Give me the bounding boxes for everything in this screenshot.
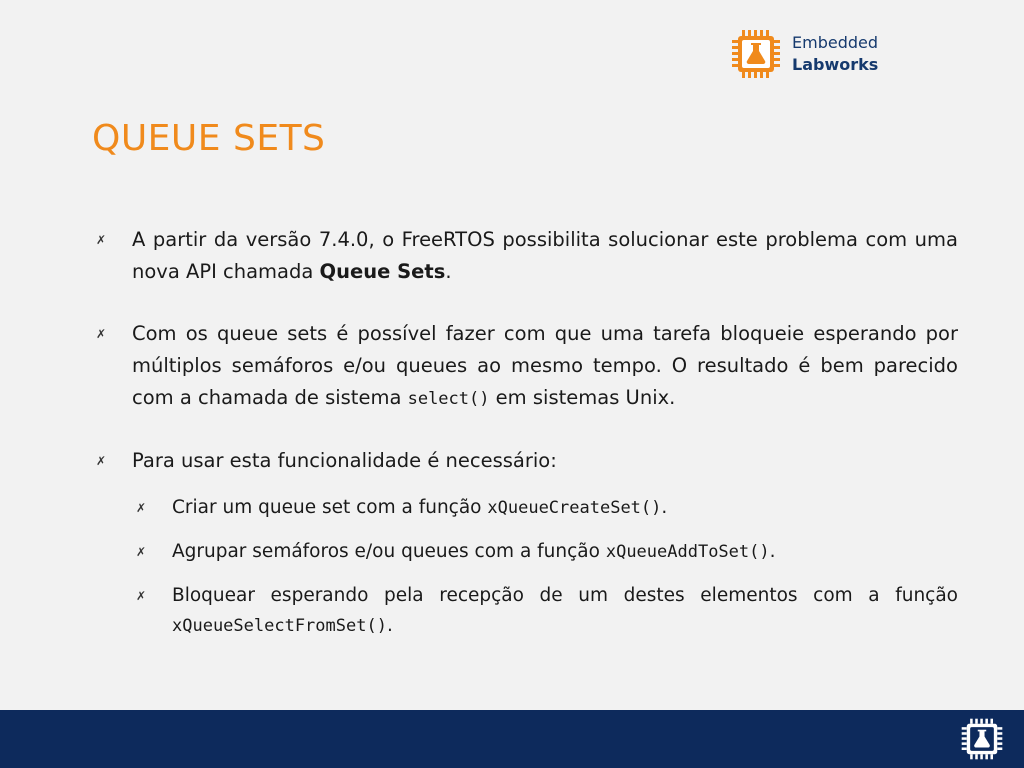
slide-title: QUEUE SETS (92, 118, 326, 159)
bullet-mark-icon: ✗ (96, 454, 107, 468)
footer-bar (0, 710, 1024, 768)
bullet-mark-icon: ✗ (136, 589, 147, 603)
bullet-2 (96, 318, 958, 415)
bullet-text: em sistemas Unix. (489, 386, 676, 409)
bullet-text: Para usar esta funcionalidade é necessário: (132, 449, 557, 472)
bullet-mark-icon: ✗ (136, 545, 147, 559)
bullet-mark-icon: ✗ (96, 233, 107, 247)
bullet-text: . (661, 497, 668, 518)
slide-content (96, 224, 958, 655)
logo-line-2: Labworks (792, 55, 879, 74)
sub-bullet-2 (136, 537, 958, 567)
code-snippet: xQueueSelectFromSet() (172, 616, 387, 636)
bullet-mark-icon: ✗ (136, 501, 147, 515)
sub-bullet-3 (136, 581, 958, 641)
bullet-text: . (386, 615, 393, 636)
code-snippet: xQueueCreateSet() (487, 498, 662, 518)
brand-logo (730, 28, 878, 80)
bullet-text: . (445, 260, 452, 283)
bullet-mark-icon: ✗ (96, 327, 107, 341)
logo-line-1: Embedded (792, 33, 879, 52)
sub-bullet-1 (136, 493, 958, 523)
bullet-text: Agrupar semáforos e/ou queues com a função (172, 541, 606, 562)
chip-flask-icon (730, 28, 782, 80)
bullet-text: . (769, 541, 776, 562)
bullet-1 (96, 224, 958, 288)
bullet-text: A partir da versão 7.4.0, o FreeRTOS possibilita solucionar este problema com uma nova API chamada (132, 228, 958, 283)
bullet-text: Com os queue sets é possível fazer com que uma tarefa bloqueie esperando por múltiplos semáforos e/ou queues ao mesmo tempo. O resultado é bem parecido com a chamada de sistema (132, 322, 958, 409)
code-snippet: xQueueAddToSet() (605, 542, 770, 562)
bullet-strong-text: Queue Sets (319, 260, 446, 283)
bullet-3 (96, 445, 958, 477)
code-snippet: select() (407, 389, 490, 409)
bullet-text: Bloquear esperando pela recepção de um destes elementos com a função (172, 585, 958, 606)
chip-flask-icon (960, 717, 1004, 761)
bullet-text: Criar um queue set com a função (172, 497, 488, 518)
